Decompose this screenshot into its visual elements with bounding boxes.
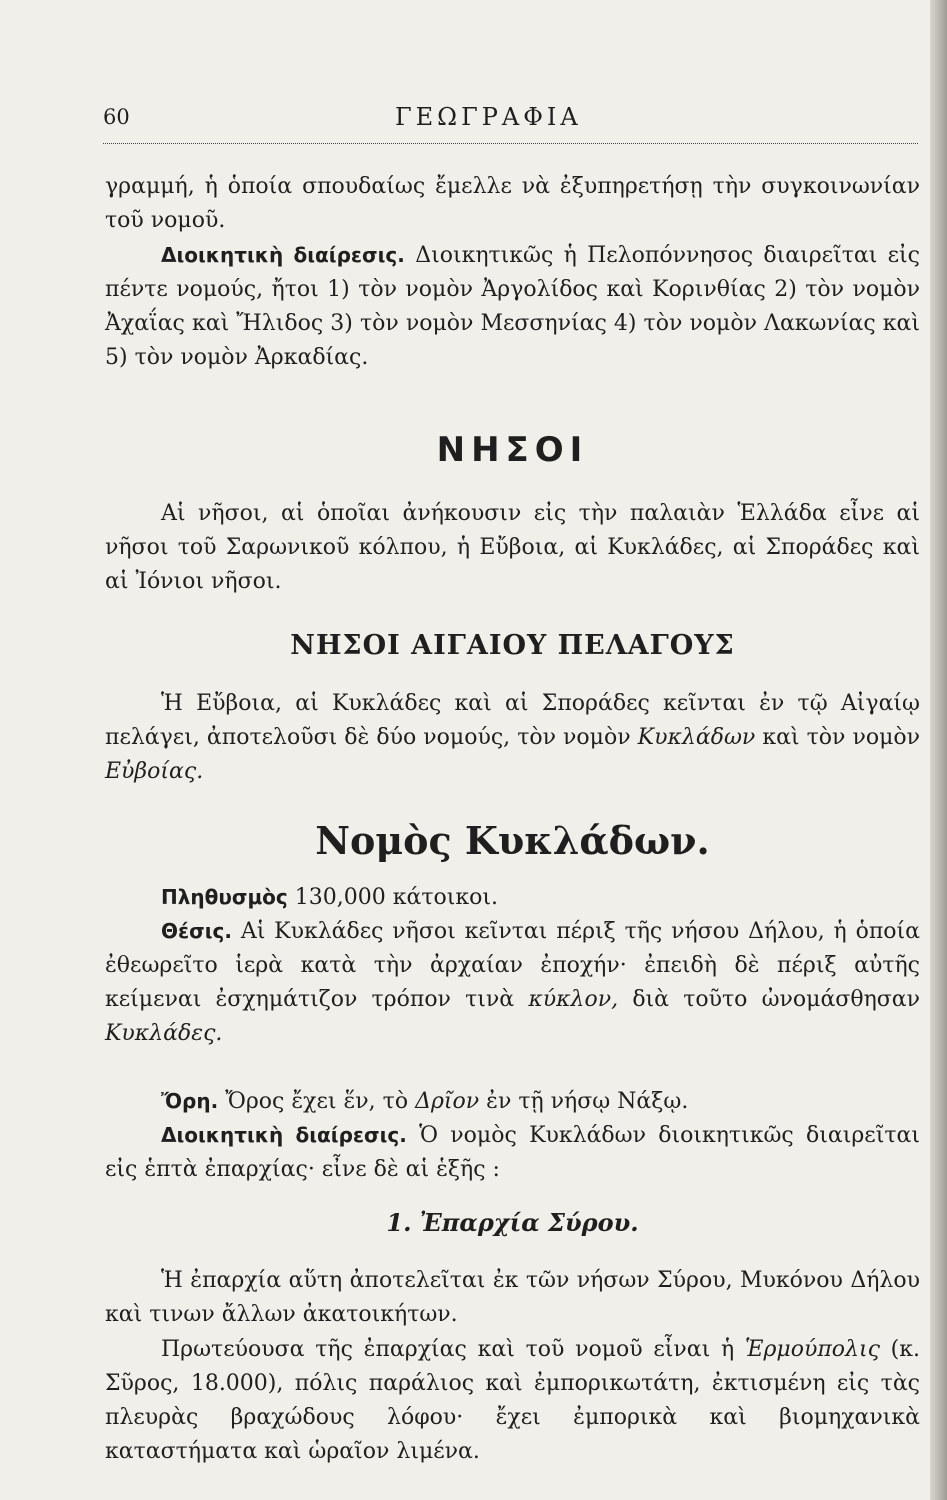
paragraph-euboea-cyclades xyxy=(105,687,920,789)
cyclades-admin-text: Ὁ νομὸς Κυκλάδων διοικητικῶς διαιρεῖται εἰς ἑπτὰ ἐπαρχίας· εἶνε δὲ αἱ ἑξῆς : xyxy=(105,1123,920,1182)
heading-nisoi: ΝΗΣΟΙ xyxy=(436,430,589,470)
paragraph-location xyxy=(105,914,920,1051)
section-head-mountains: Ὄρη. xyxy=(161,1089,219,1113)
euboea-text-1: Ἡ Εὔβοια, αἱ Κυκλάδες καὶ αἱ Σποράδες κεῖνται ἐν τῷ Αἰγαίῳ πελάγει, ἀποτελοῦσι δὲ δύο νομούς, τὸν νομὸν xyxy=(105,691,920,750)
section-head-location: Θέσις. xyxy=(161,919,232,943)
heading-nomos-kykladon: Νομὸς Κυκλάδων. xyxy=(315,818,710,863)
paragraph-population xyxy=(105,880,920,915)
ermoupolis-text-1: Πρωτεύουσα τῆς ἐπαρχίας καὶ τοῦ νομοῦ εἶναι ἡ xyxy=(161,1337,735,1362)
running-header xyxy=(103,103,918,144)
section-head-admin: Διοικητικὴ διαίρεσις. xyxy=(161,243,405,267)
population-text: 130,000 κάτοικοι. xyxy=(294,885,499,910)
paragraph-ermoupolis xyxy=(105,1333,920,1469)
paragraph-islands: Αἱ νῆσοι, αἱ ὁποῖαι ἀνήκουσιν εἰς τὴν παλαιὰν Ἑλλάδα εἶνε αἱ νῆσοι τοῦ Σαρωνικοῦ κόλπου, ἡ Εὔβοια, αἱ Κυκλάδες, αἱ Σποράδες καὶ αἱ Ἰόνιοι νῆσοι. xyxy=(105,501,920,594)
location-italic-kyklon: κύκλον, xyxy=(528,987,619,1012)
page-edge-shadow xyxy=(930,0,947,1500)
location-text-2: διὰ τοῦτο ὠνομάσθησαν xyxy=(632,987,921,1012)
paragraph-railway: γραμμή, ἡ ὁποία σπουδαίως ἔμελλε νὰ ἐξυπηρετήσῃ τὴν συγκοινωνίαν τοῦ νομοῦ. xyxy=(105,174,920,233)
section-head-cyclades-admin: Διοικητικὴ διαίρεσις. xyxy=(161,1123,407,1147)
ermoupolis-text-2: (κ. Σῦρος, 18.000), πόλις παράλιος καὶ ἐμπορικωτάτη, ἐκτισμένη εἰς τὰς πλευρὰς βραχώδους λόφου· ἔχει ἐμπορικὰ καὶ βιομηχανικὰ καταστήματα καὶ ὡραῖον λιμένα. xyxy=(105,1337,920,1464)
mountains-text-1: Ὄρος ἔχει ἕν, τὸ xyxy=(225,1089,409,1114)
location-italic-kyklades: Κυκλάδες. xyxy=(105,1021,223,1046)
location-text-1: Αἱ Κυκλάδες νῆσοι κεῖνται πέριξ τῆς νήσου Δήλου, ἡ ὁποία ἐθεωρεῖτο ἱερὰ κατὰ τὴν ἀρχαίαν ἐποχήν· ἐπειδὴ δὲ πέριξ αὐτῆς κείμεναι ἐσχημάτιζον τρόπον τινὰ xyxy=(105,919,921,1012)
heading-eparchia-syrou: 1. Ἐπαρχία Σύρου. xyxy=(386,1208,639,1237)
euboea-italic-euboea: Εὐβοίας. xyxy=(105,759,204,784)
section-head-population: Πληθυσμὸς xyxy=(161,885,288,909)
paragraph-syros-province: Ἡ ἐπαρχία αὕτη ἀποτελεῖται ἐκ τῶν νήσων Σύρου, Μυκόνου Δήλου καὶ τινων ἄλλων ἀκατοικήτων. xyxy=(105,1268,920,1327)
heading-aegean-islands: ΝΗΣΟΙ ΑΙΓΑΙΟΥ ΠΕΛΑΓΟΥΣ xyxy=(290,630,735,661)
euboea-text-2: καὶ τὸν νομὸν xyxy=(762,725,920,750)
mountains-italic-drion: Δρῖον xyxy=(415,1089,480,1114)
admin-division-text: Διοικητικῶς ἡ Πελοπόννησος διαιρεῖται εἰς πέντε νομούς, ἤτοι 1) τὸν νομὸν Ἀργολίδος καὶ Κορινθίας 2) τὸν νομὸν Ἀχαΐας καὶ Ἤλιδος 3) τὸν νομὸν Μεσσηνίας 4) τὸν νομὸν Λακωνίας καὶ 5) τὸν νομὸν Ἀρκαδίας. xyxy=(105,243,921,370)
paragraph-admin-division xyxy=(105,238,920,375)
running-title: ΓΕΩΓΡΑΦΙΑ xyxy=(395,103,582,131)
ermoupolis-italic: Ἑρμούπολις xyxy=(744,1337,880,1362)
paragraph-cyclades-admin xyxy=(105,1118,920,1187)
euboea-italic-cyclades: Κυκλάδων xyxy=(637,725,756,750)
mountains-text-2: ἐν τῇ νήσῳ Νάξῳ. xyxy=(486,1089,689,1114)
paragraph-mountains xyxy=(105,1084,920,1119)
page-number: 60 xyxy=(103,105,130,129)
